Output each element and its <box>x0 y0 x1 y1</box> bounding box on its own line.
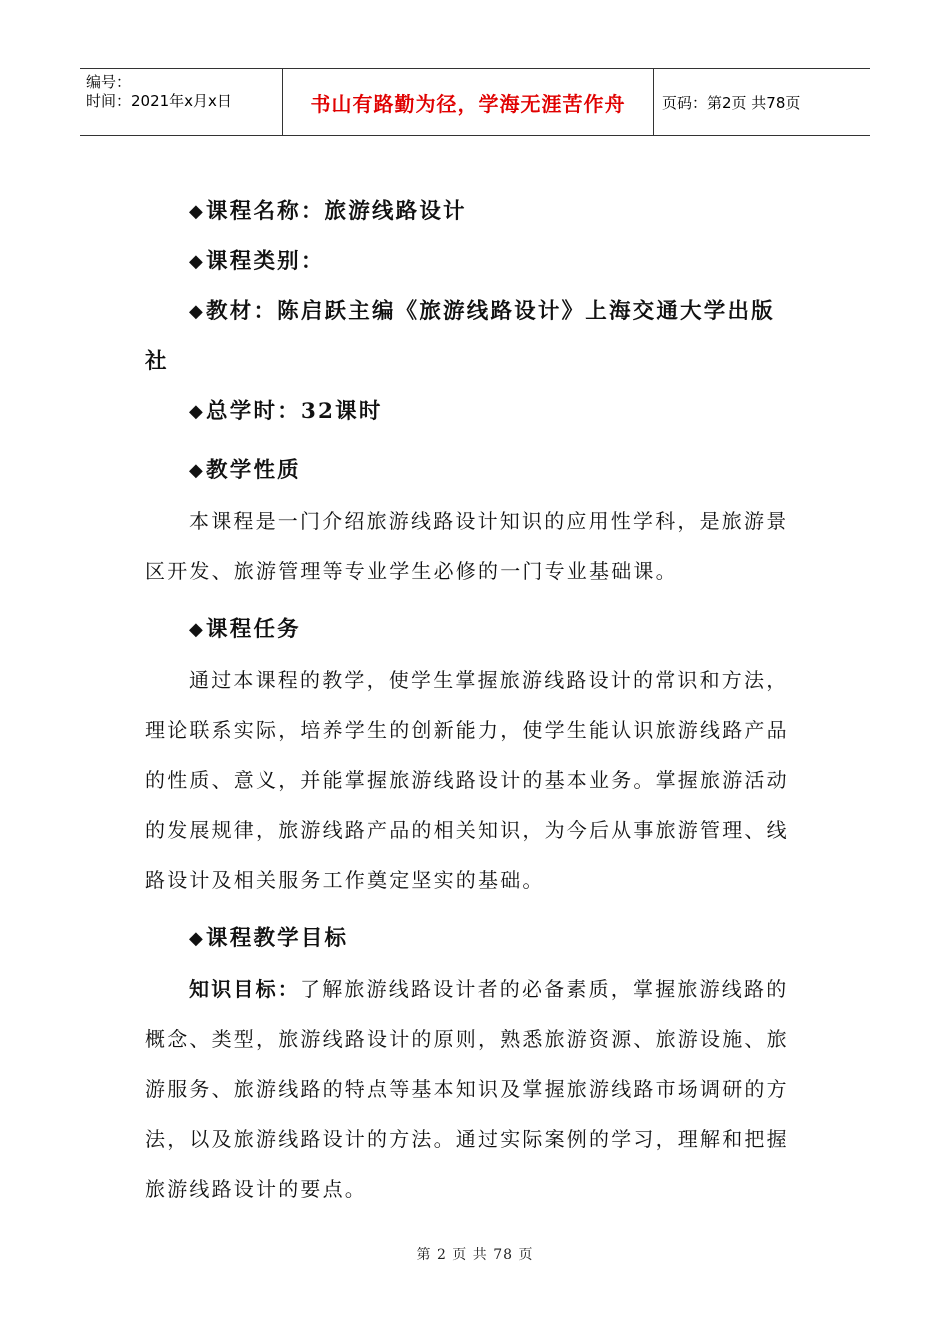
textbook: ◆教材：陈启跃主编《旅游线路设计》上海交通大学出版 <box>189 299 775 324</box>
bullet-icon: ◆ <box>189 201 206 222</box>
document-body <box>145 187 807 1214</box>
task-title: ◆课程任务 <box>189 617 301 642</box>
nature-title: ◆教学性质 <box>189 458 301 483</box>
bullet-icon: ◆ <box>189 460 206 481</box>
paragraph-line: 路设计及相关服务工作奠定坚实的基础。 <box>145 868 545 892</box>
paragraph-line: 概念、类型，旅游线路设计的原则，熟悉旅游资源、旅游设施、旅 <box>145 1027 789 1051</box>
paragraph-line: 游服务、旅游线路的特点等基本知识及掌握旅游线路市场调研的方 <box>145 1077 789 1101</box>
course-type: ◆课程类别： <box>189 249 325 274</box>
bullet-icon: ◆ <box>189 401 206 422</box>
bullet-icon: ◆ <box>189 251 206 272</box>
total-hours: ◆总学时：32课时 <box>189 399 383 424</box>
knowledge-goal-line: 知识目标：了解旅游线路设计者的必备素质，掌握旅游线路的 <box>189 977 789 1001</box>
paragraph-line: 旅游线路设计的要点。 <box>145 1177 367 1201</box>
paragraph-line: 的性质、意义，并能掌握旅游线路设计的基本业务。掌握旅游活动 <box>145 768 789 792</box>
number-label: 编号： <box>86 73 132 91</box>
header-motto-cell <box>283 69 654 135</box>
knowledge-goal-label: 知识目标： <box>189 977 300 1001</box>
header-meta <box>80 69 283 135</box>
time-label: 时间：2021年x月x日 <box>86 92 232 110</box>
page-info: 页码：第2页 共78页 <box>662 93 801 112</box>
paragraph-line: 区开发、旅游管理等专业学生必修的一门专业基础课。 <box>145 559 678 583</box>
paragraph-line: 法，以及旅游线路设计的方法。通过实际案例的学习，理解和把握 <box>145 1127 789 1151</box>
goal-title: ◆课程教学目标 <box>189 926 349 951</box>
bullet-icon: ◆ <box>189 928 206 949</box>
textbook-continued: 社 <box>145 349 169 374</box>
motto: 书山有路勤为径，学海无涯苦作舟 <box>310 91 626 116</box>
bullet-icon: ◆ <box>189 301 206 322</box>
header-page-info <box>654 69 870 135</box>
course-name: ◆课程名称：旅游线路设计 <box>189 199 467 224</box>
paragraph-line: 本课程是一门介绍旅游线路设计知识的应用性学科，是旅游景 <box>189 509 789 533</box>
bullet-icon: ◆ <box>189 619 206 640</box>
page-header <box>80 68 870 136</box>
paragraph-line: 理论联系实际，培养学生的创新能力，使学生能认识旅游线路产品 <box>145 718 789 742</box>
page-footer: 第 2 页 共 78 页 <box>416 1247 534 1263</box>
paragraph-line: 的发展规律，旅游线路产品的相关知识，为今后从事旅游管理、线 <box>145 818 789 842</box>
paragraph-line: 通过本课程的教学，使学生掌握旅游线路设计的常识和方法， <box>189 668 789 692</box>
